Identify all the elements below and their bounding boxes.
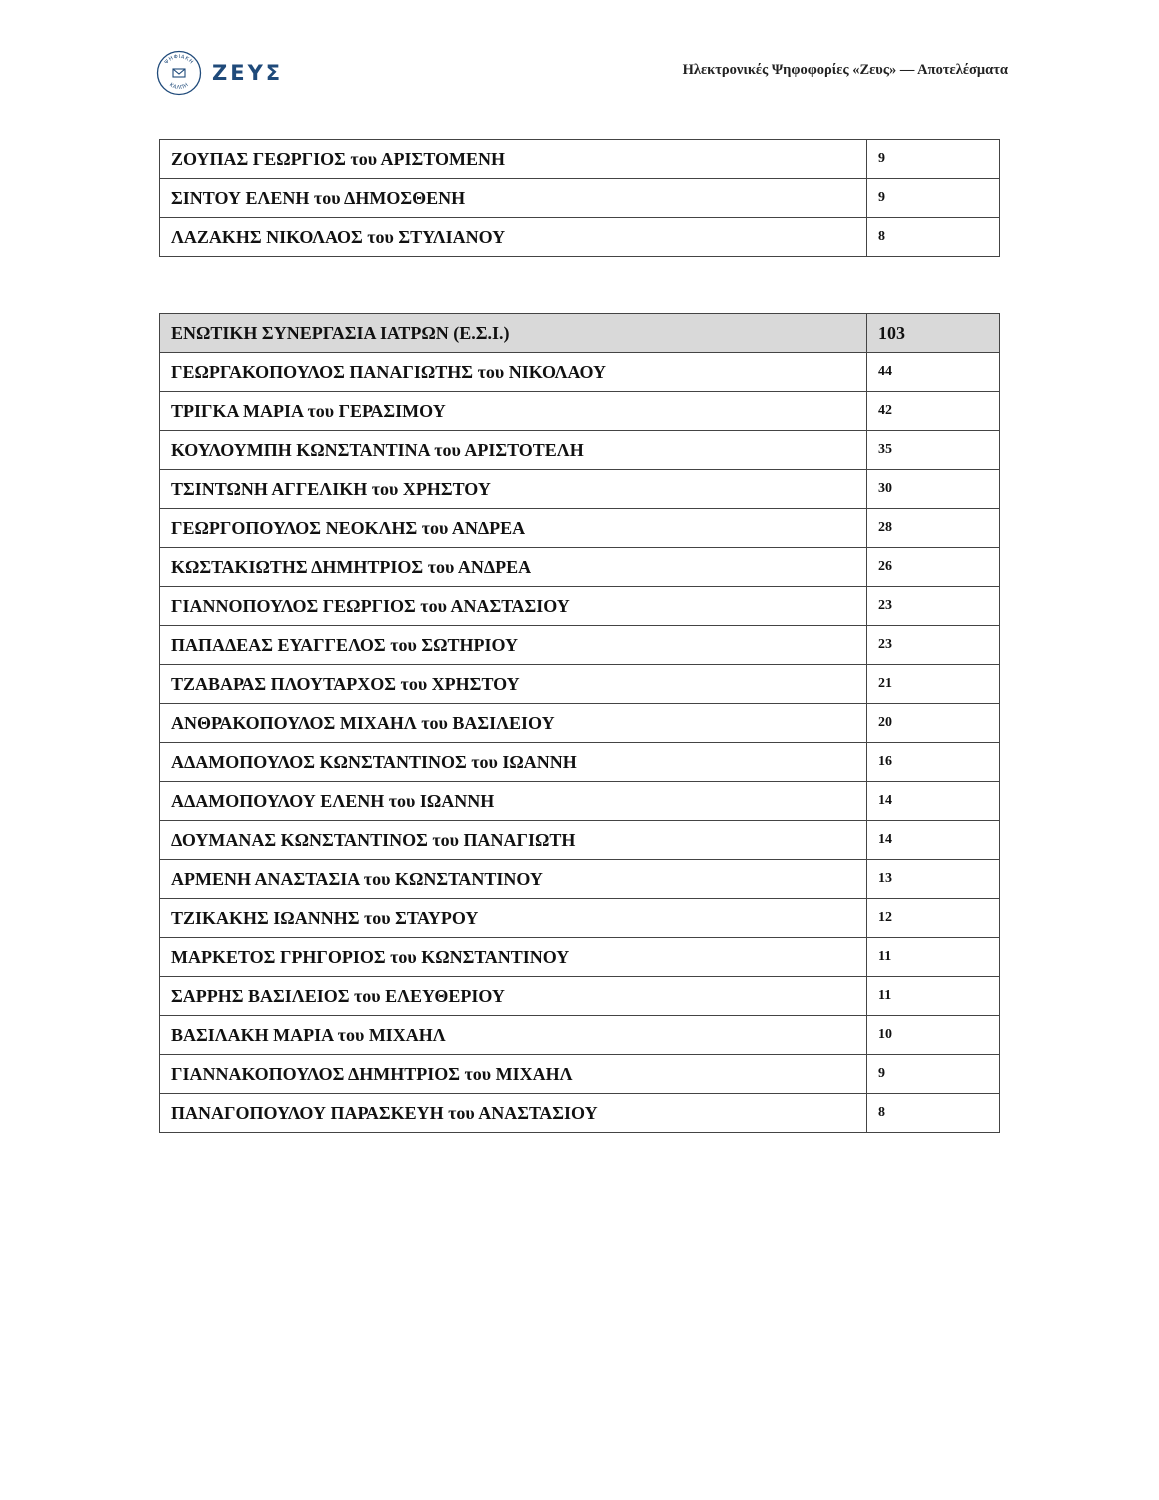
candidate-name: ΠΑΠΑΔΕΑΣ ΕΥΑΓΓΕΛΟΣ του ΣΩΤΗΡΙΟΥ (160, 626, 867, 665)
candidate-votes: 12 (867, 899, 1000, 938)
candidate-votes: 9 (867, 179, 1000, 218)
candidate-votes: 26 (867, 548, 1000, 587)
candidate-votes: 44 (867, 353, 1000, 392)
candidate-row (160, 821, 1000, 860)
candidate-row (160, 626, 1000, 665)
candidate-row (160, 548, 1000, 587)
candidate-name: ΤΣΙΝΤΩΝΗ ΑΓΓΕΛΙΚΗ του ΧΡΗΣΤΟΥ (160, 470, 867, 509)
candidate-votes: 35 (867, 431, 1000, 470)
candidate-votes: 20 (867, 704, 1000, 743)
candidate-row (160, 509, 1000, 548)
candidate-name: ΑΡΜΕΝΗ ΑΝΑΣΤΑΣΙΑ του ΚΩΝΣΤΑΝΤΙΝΟΥ (160, 860, 867, 899)
candidate-name: ΒΑΣΙΛΑΚΗ ΜΑΡΙΑ του ΜΙΧΑΗΛ (160, 1016, 867, 1055)
candidate-name: ΔΟΥΜΑΝΑΣ ΚΩΝΣΤΑΝΤΙΝΟΣ του ΠΑΝΑΓΙΩΤΗ (160, 821, 867, 860)
candidate-name: ΤΖΑΒΑΡΑΣ ΠΛΟΥΤΑΡΧΟΣ του ΧΡΗΣΤΟΥ (160, 665, 867, 704)
candidate-row (160, 470, 1000, 509)
candidate-votes: 21 (867, 665, 1000, 704)
candidate-name: ΚΟΥΛΟΥΜΠΗ ΚΩΝΣΤΑΝΤΙΝΑ του ΑΡΙΣΤΟΤΕΛΗ (160, 431, 867, 470)
candidate-row (160, 140, 1000, 179)
candidate-name: ΛΑΖΑΚΗΣ ΝΙΚΟΛΑΟΣ του ΣΤΥΛΙΑΝΟΥ (160, 218, 867, 257)
candidate-name: ΤΡΙΓΚΑ ΜΑΡΙΑ του ΓΕΡΑΣΙΜΟΥ (160, 392, 867, 431)
candidate-name: ΠΑΝΑΓΟΠΟΥΛΟΥ ΠΑΡΑΣΚΕΥΗ του ΑΝΑΣΤΑΣΙΟΥ (160, 1094, 867, 1133)
candidate-name: ΓΕΩΡΓΟΠΟΥΛΟΣ ΝΕΟΚΛΗΣ του ΑΝΔΡΕΑ (160, 509, 867, 548)
party-name: ΕΝΩΤΙΚΗ ΣΥΝΕΡΓΑΣΙΑ ΙΑΤΡΩΝ (Ε.Σ.Ι.) (160, 314, 867, 353)
candidate-row (160, 431, 1000, 470)
results-table-2 (159, 313, 1000, 1133)
candidate-votes: 8 (867, 218, 1000, 257)
candidate-row (160, 977, 1000, 1016)
candidate-row (160, 899, 1000, 938)
candidate-name: ΤΖΙΚΑΚΗΣ ΙΩΑΝΝΗΣ του ΣΤΑΥΡΟΥ (160, 899, 867, 938)
candidate-votes: 14 (867, 821, 1000, 860)
candidate-votes: 30 (867, 470, 1000, 509)
svg-text:ΚΑΛΠΗ: ΚΑΛΠΗ (168, 81, 190, 92)
candidate-row (160, 392, 1000, 431)
candidate-votes: 10 (867, 1016, 1000, 1055)
candidate-row (160, 218, 1000, 257)
logo-wordmark: ΖΕΥΣ (212, 61, 284, 85)
candidate-row (160, 179, 1000, 218)
party-votes: 103 (867, 314, 1000, 353)
candidate-row (160, 938, 1000, 977)
candidate-row (160, 782, 1000, 821)
candidate-name: ΣΑΡΡΗΣ ΒΑΣΙΛΕΙΟΣ του ΕΛΕΥΘΕΡΙΟΥ (160, 977, 867, 1016)
candidate-name: ΓΕΩΡΓΑΚΟΠΟΥΛΟΣ ΠΑΝΑΓΙΩΤΗΣ του ΝΙΚΟΛΑΟΥ (160, 353, 867, 392)
candidate-name: ΚΩΣΤΑΚΙΩΤΗΣ ΔΗΜΗΤΡΙΟΣ του ΑΝΔΡΕΑ (160, 548, 867, 587)
candidate-votes: 42 (867, 392, 1000, 431)
candidate-row (160, 1016, 1000, 1055)
candidate-name: ΖΟΥΠΑΣ ΓΕΩΡΓΙΟΣ του ΑΡΙΣΤΟΜΕΝΗ (160, 140, 867, 179)
candidate-row (160, 860, 1000, 899)
candidate-name: ΜΑΡΚΕΤΟΣ ΓΡΗΓΟΡΙΟΣ του ΚΩΝΣΤΑΝΤΙΝΟΥ (160, 938, 867, 977)
candidate-votes: 28 (867, 509, 1000, 548)
candidate-name: ΑΝΘΡΑΚΟΠΟΥΛΟΣ ΜΙΧΑΗΛ του ΒΑΣΙΛΕΙΟΥ (160, 704, 867, 743)
results-table-1 (159, 139, 1000, 257)
candidate-votes: 9 (867, 1055, 1000, 1094)
candidate-votes: 23 (867, 626, 1000, 665)
candidate-row (160, 353, 1000, 392)
candidate-row (160, 665, 1000, 704)
candidate-votes: 13 (867, 860, 1000, 899)
candidate-name: ΑΔΑΜΟΠΟΥΛΟΣ ΚΩΝΣΤΑΝΤΙΝΟΣ του ΙΩΑΝΝΗ (160, 743, 867, 782)
candidate-votes: 16 (867, 743, 1000, 782)
zeus-logo (156, 50, 283, 96)
svg-text:ΨΗΦΙΑΚΗ: ΨΗΦΙΑΚΗ (163, 53, 195, 66)
candidate-votes: 8 (867, 1094, 1000, 1133)
candidate-row (160, 704, 1000, 743)
page-header-title: Ηλεκτρονικές Ψηφοφορίες «Ζευς» — Αποτελέσματα (682, 62, 1008, 78)
candidate-name: ΑΔΑΜΟΠΟΥΛΟΥ ΕΛΕΝΗ του ΙΩΑΝΝΗ (160, 782, 867, 821)
candidate-row (160, 743, 1000, 782)
party-row (160, 314, 1000, 353)
candidate-row (160, 1055, 1000, 1094)
candidate-name: ΓΙΑΝΝΑΚΟΠΟΥΛΟΣ ΔΗΜΗΤΡΙΟΣ του ΜΙΧΑΗΛ (160, 1055, 867, 1094)
candidate-votes: 11 (867, 938, 1000, 977)
candidate-votes: 14 (867, 782, 1000, 821)
candidate-name: ΣΙΝΤΟΥ ΕΛΕΝΗ του ΔΗΜΟΣΘΕΝΗ (160, 179, 867, 218)
candidate-row (160, 587, 1000, 626)
candidate-votes: 23 (867, 587, 1000, 626)
candidate-votes: 11 (867, 977, 1000, 1016)
candidate-name: ΓΙΑΝΝΟΠΟΥΛΟΣ ΓΕΩΡΓΙΟΣ του ΑΝΑΣΤΑΣΙΟΥ (160, 587, 867, 626)
ballot-seal-icon (156, 50, 202, 96)
candidate-row (160, 1094, 1000, 1133)
candidate-votes: 9 (867, 140, 1000, 179)
